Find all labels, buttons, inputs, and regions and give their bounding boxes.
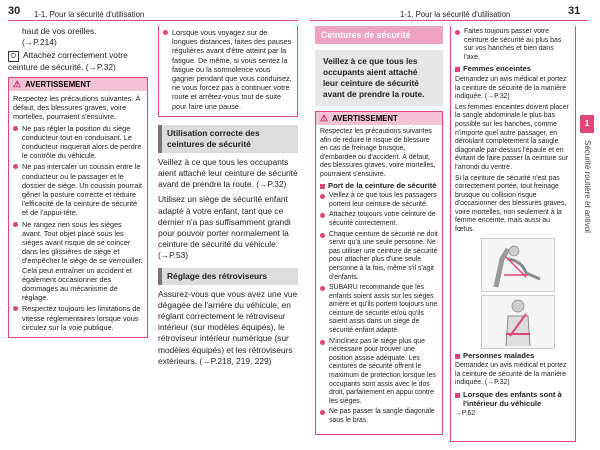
warning-ref: →P.62 <box>455 410 476 418</box>
warning-text: Demandez un avis médical et portez la ceinture de sécurité de la manière indiquée. (→P.32) <box>455 362 567 387</box>
warning-bullet: N'inclinez pas le siège plus que nécessaire pour trouver une position assise adéquate. Les ceintures de sécurité offrent le maximum de protection lorsque les occupants sont assis avec le dos droit, parfaitement en appui contre les sièges. <box>320 338 438 407</box>
intro-ref: (→P.214) <box>22 37 57 48</box>
section-bar-seatbelts: Ceintures de sécurité <box>315 26 443 44</box>
key-message-box: Veillez à ce que tous les occupants aient attaché leur ceinture de sécurité avant de prendre la route. <box>315 50 443 106</box>
warning-bullet: Lorsque vous voyagez sur de longues distances, faites des pauses régulières avant d'être atteint par la fatigue. De même, si vous sentez la fatigue ou la somnolence vous gagner pendant que vous conduisez, ne vous forcez pas à continuer votre route et arrêtez-vous tout de suite pour faire une pause. <box>163 28 293 111</box>
warning-title: AVERTISSEMENT <box>25 79 91 89</box>
column-2 <box>158 26 298 367</box>
paragraph: Utilisez un siège de sécurité enfant adapté à votre enfant, tant que ce dernier n'a pas suffisamment grandi pour pouvoir porter normalement la ceinture de sécurité du véhicule. (→P.53) <box>158 194 291 261</box>
chapter-tab: 1 <box>580 115 594 133</box>
warning-bullet: Ne rangez rien sous les sièges avant. Tout objet placé sous les sièges avant risque de se coincer dans les glissières de siège et d'empêcher le siège de se verrouiller. Cela peut entraîner un accident et également occasionner des dommages au mécanisme de réglage. <box>13 220 143 303</box>
warning-subheading: Port de la ceinture de sécurité <box>320 182 438 191</box>
column-4 <box>450 26 576 442</box>
warning-subheading: Femmes enceintes <box>455 65 571 74</box>
column-1 <box>8 26 148 338</box>
warning-bullet: Faites toujours passer votre ceinture de sécurité au plus bas sur vos hanches et bien dans l'axe. <box>455 28 571 62</box>
right-page-title: 1-1. Pour la sécurité d'utilisation <box>400 10 511 19</box>
intro-text: haut de vos oreilles. <box>22 26 97 36</box>
warning-bullet: SUBARU recommande que les enfants soient assis sur les sièges arrière et qu'ils portent toujours une ceinture de sécurité et/ou qu'ils soient assis dans un siège de sécurité enfant adapté. <box>320 284 438 336</box>
warning-bullet: Ne pas passer la sangle diagonale sous le bras. <box>320 408 438 425</box>
warning-subheading: Personnes malades <box>455 352 571 361</box>
paragraph: Assurez-vous que vous avez une vue dégagée de l'arrière du véhicule, en réglant correctement le rétroviseur intérieur (sur modèles équipés), le rétroviseur intérieur numérique (sur modèles équipés) et les rétroviseurs extérieurs. (→P.218, 219, 229) <box>158 288 298 366</box>
warning-bullet: Chaque ceinture de sécurité ne doit servir qu'à une seule personne. Ne pas utiliser une ceinture de sécurité pour attacher plus d'une seule personne à la fois, même s'il s'agit d'enfants. <box>320 231 438 283</box>
warning-text: Si la ceinture de sécurité n'est pas correctement portée, tout freinage brusque ou collision risque d'occasionner des blessures graves, voire mortelles, non seulement à la femme enceinte, mais aussi au fœtus. <box>455 174 567 234</box>
seated-pregnant-illustration <box>481 238 555 292</box>
warning-box-2-continued <box>450 26 576 442</box>
warning-bullet: Attachez toujours votre ceinture de sécurité correctement. <box>320 211 438 228</box>
warning-icon: ⚠ <box>13 78 22 89</box>
warning-box-1-continued <box>158 26 298 117</box>
seatbelt-illustration <box>481 295 555 349</box>
warning-text: Demandez un avis médical et portez la ceinture de sécurité de la manière indiquée. (→P.32) <box>455 75 567 101</box>
warning-subheading: Lorsque des enfants sont à l'intérieur du véhicule <box>455 391 571 408</box>
left-page-title: 1-1. Pour la sécurité d'utilisation <box>34 10 145 19</box>
warning-icon: ⚠ <box>320 113 329 123</box>
warning-text: Les femmes enceintes doivent placer la sangle abdominale le plus bas possible sur les hanches, comme n'importe quel autre passager, en déroulant complètement la sangle diagonale par-dessus l'épaule et en évitant de faire passer la ceinture sur l'arrondi du ventre. <box>455 103 569 171</box>
chapter-tab-label-wrap <box>580 140 594 320</box>
paragraph: Veillez à ce que tous les occupants aient attaché leur ceinture de sécurité avant de prendre la route. (→P.32) <box>158 156 298 190</box>
step-d-box: D <box>8 51 19 62</box>
column-3 <box>315 26 443 435</box>
chapter-tab-label: Sécurité routière et antivol <box>583 140 592 233</box>
section-heading-seatbelts-use: Utilisation correcte des ceintures de sécurité <box>158 125 298 153</box>
step-d-text: Attachez correctement votre ceinture de sécurité. (→P.32) <box>8 50 128 72</box>
warning-box-1 <box>8 77 148 338</box>
header-rule-right <box>310 20 588 21</box>
warning-box-2 <box>315 111 443 435</box>
section-heading-mirrors: Réglage des rétroviseurs <box>158 268 298 285</box>
warning-intro: Respectez les précautions suivantes afin de réduire le risque de blessure en cas de freinage brusque, d'embardée ou d'accident. À défaut, des blessures graves, voire mortelles, pourraient s'ensuivre. <box>320 128 436 178</box>
right-page-number: 31 <box>568 5 581 17</box>
warning-bullet: Ne pas intercaler un coussin entre le conducteur ou le passager et le dossier de siège. Un coussin pourrait gêner la posture correcte et réduire l'efficacité de la ceinture de sécurité et de l'appui-tête. <box>13 162 143 217</box>
warning-bullet: Ne pas régler la position du siège conducteur tout en conduisant. Le conducteur risquerait alors de perdre le contrôle du véhicule. <box>13 124 143 161</box>
warning-bullet: Veillez à ce que tous les passagers portent leur ceinture de sécurité. <box>320 192 438 209</box>
left-page-number: 30 <box>8 5 21 17</box>
warning-title: AVERTISSEMENT <box>332 114 398 123</box>
warning-bullet: Respectez toujours les limitations de vitesse réglementaires lorsque vous circulez sur la voie publique. <box>13 304 143 332</box>
warning-intro: Respectez les précautions suivantes. À défaut, des blessures graves, voire mortelles, pourraient s'ensuivre. <box>13 93 141 122</box>
header-rule-left <box>8 20 298 21</box>
